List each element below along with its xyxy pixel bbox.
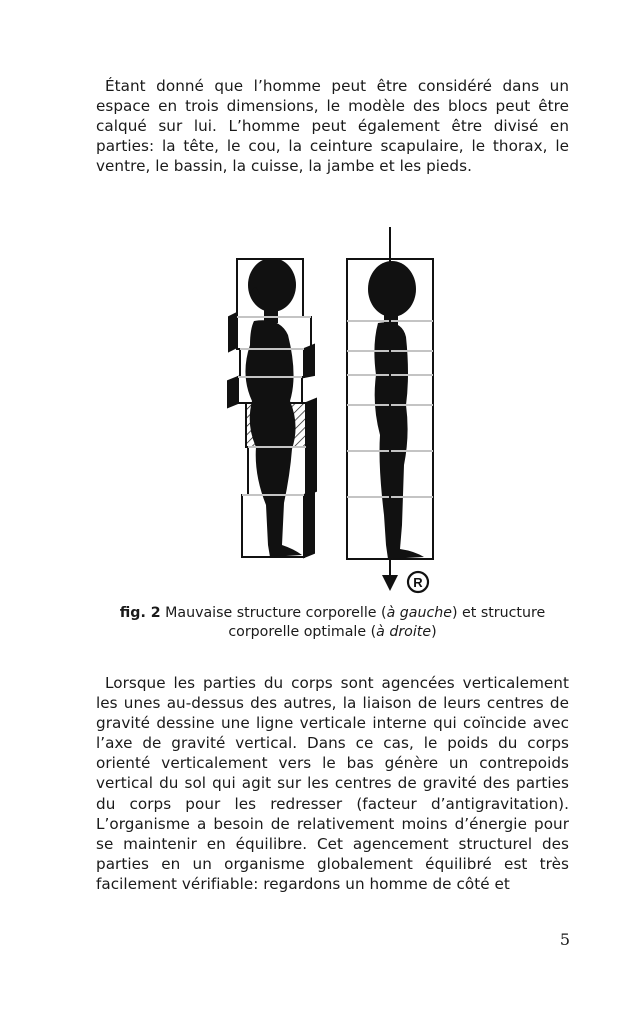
caption-italic-left: à gauche — [386, 605, 452, 621]
caption-text-2: ) et structure corporelle optimale ( — [228, 605, 546, 640]
caption-italic-right: à droite — [376, 623, 432, 640]
registered-mark — [408, 572, 428, 592]
caption-label: fig. 2 — [119, 605, 161, 621]
figure-body-structure — [210, 225, 450, 600]
figure-caption — [96, 604, 569, 641]
figure-illustration — [210, 225, 450, 600]
caption-text-3: ) — [431, 623, 437, 640]
page-number: 5 — [559, 930, 570, 949]
svg-text:R: R — [413, 575, 423, 590]
caption-text-1: Mauvaise structure corporelle ( — [160, 605, 387, 621]
paragraph-intro: Étant donné que l’homme peut être considéré dans un espace en trois dimensions, le modèle des blocs peut être calqué sur lui. L’homme peut également être divisé en parties: la tête, le cou, la ceinture scapulaire, le thorax, le ventre, le bassin, la cuisse, la jambe et les pieds. — [96, 77, 569, 176]
paragraph-main: Lorsque les parties du corps sont agencées verticalement les unes au-dessus des autres, la liaison de leurs centres de gravité dessine une ligne verticale interne qui coïncide avec l’axe de gravité vertical. Dans ce cas, le poids du corps orienté verticalement vers le bas génère un contrepoids vertical du sol qui agit sur les centres de gravité des parties du corps pour les redresser (facteur d’antigravitation). L’organisme a besoin de relativement moins d’énergie pour se maintenir en équilibre. Cet agencement structurel des parties en un organisme globalement équilibré est très facilement vérifiable: regardons un homme de côté et — [96, 674, 569, 893]
